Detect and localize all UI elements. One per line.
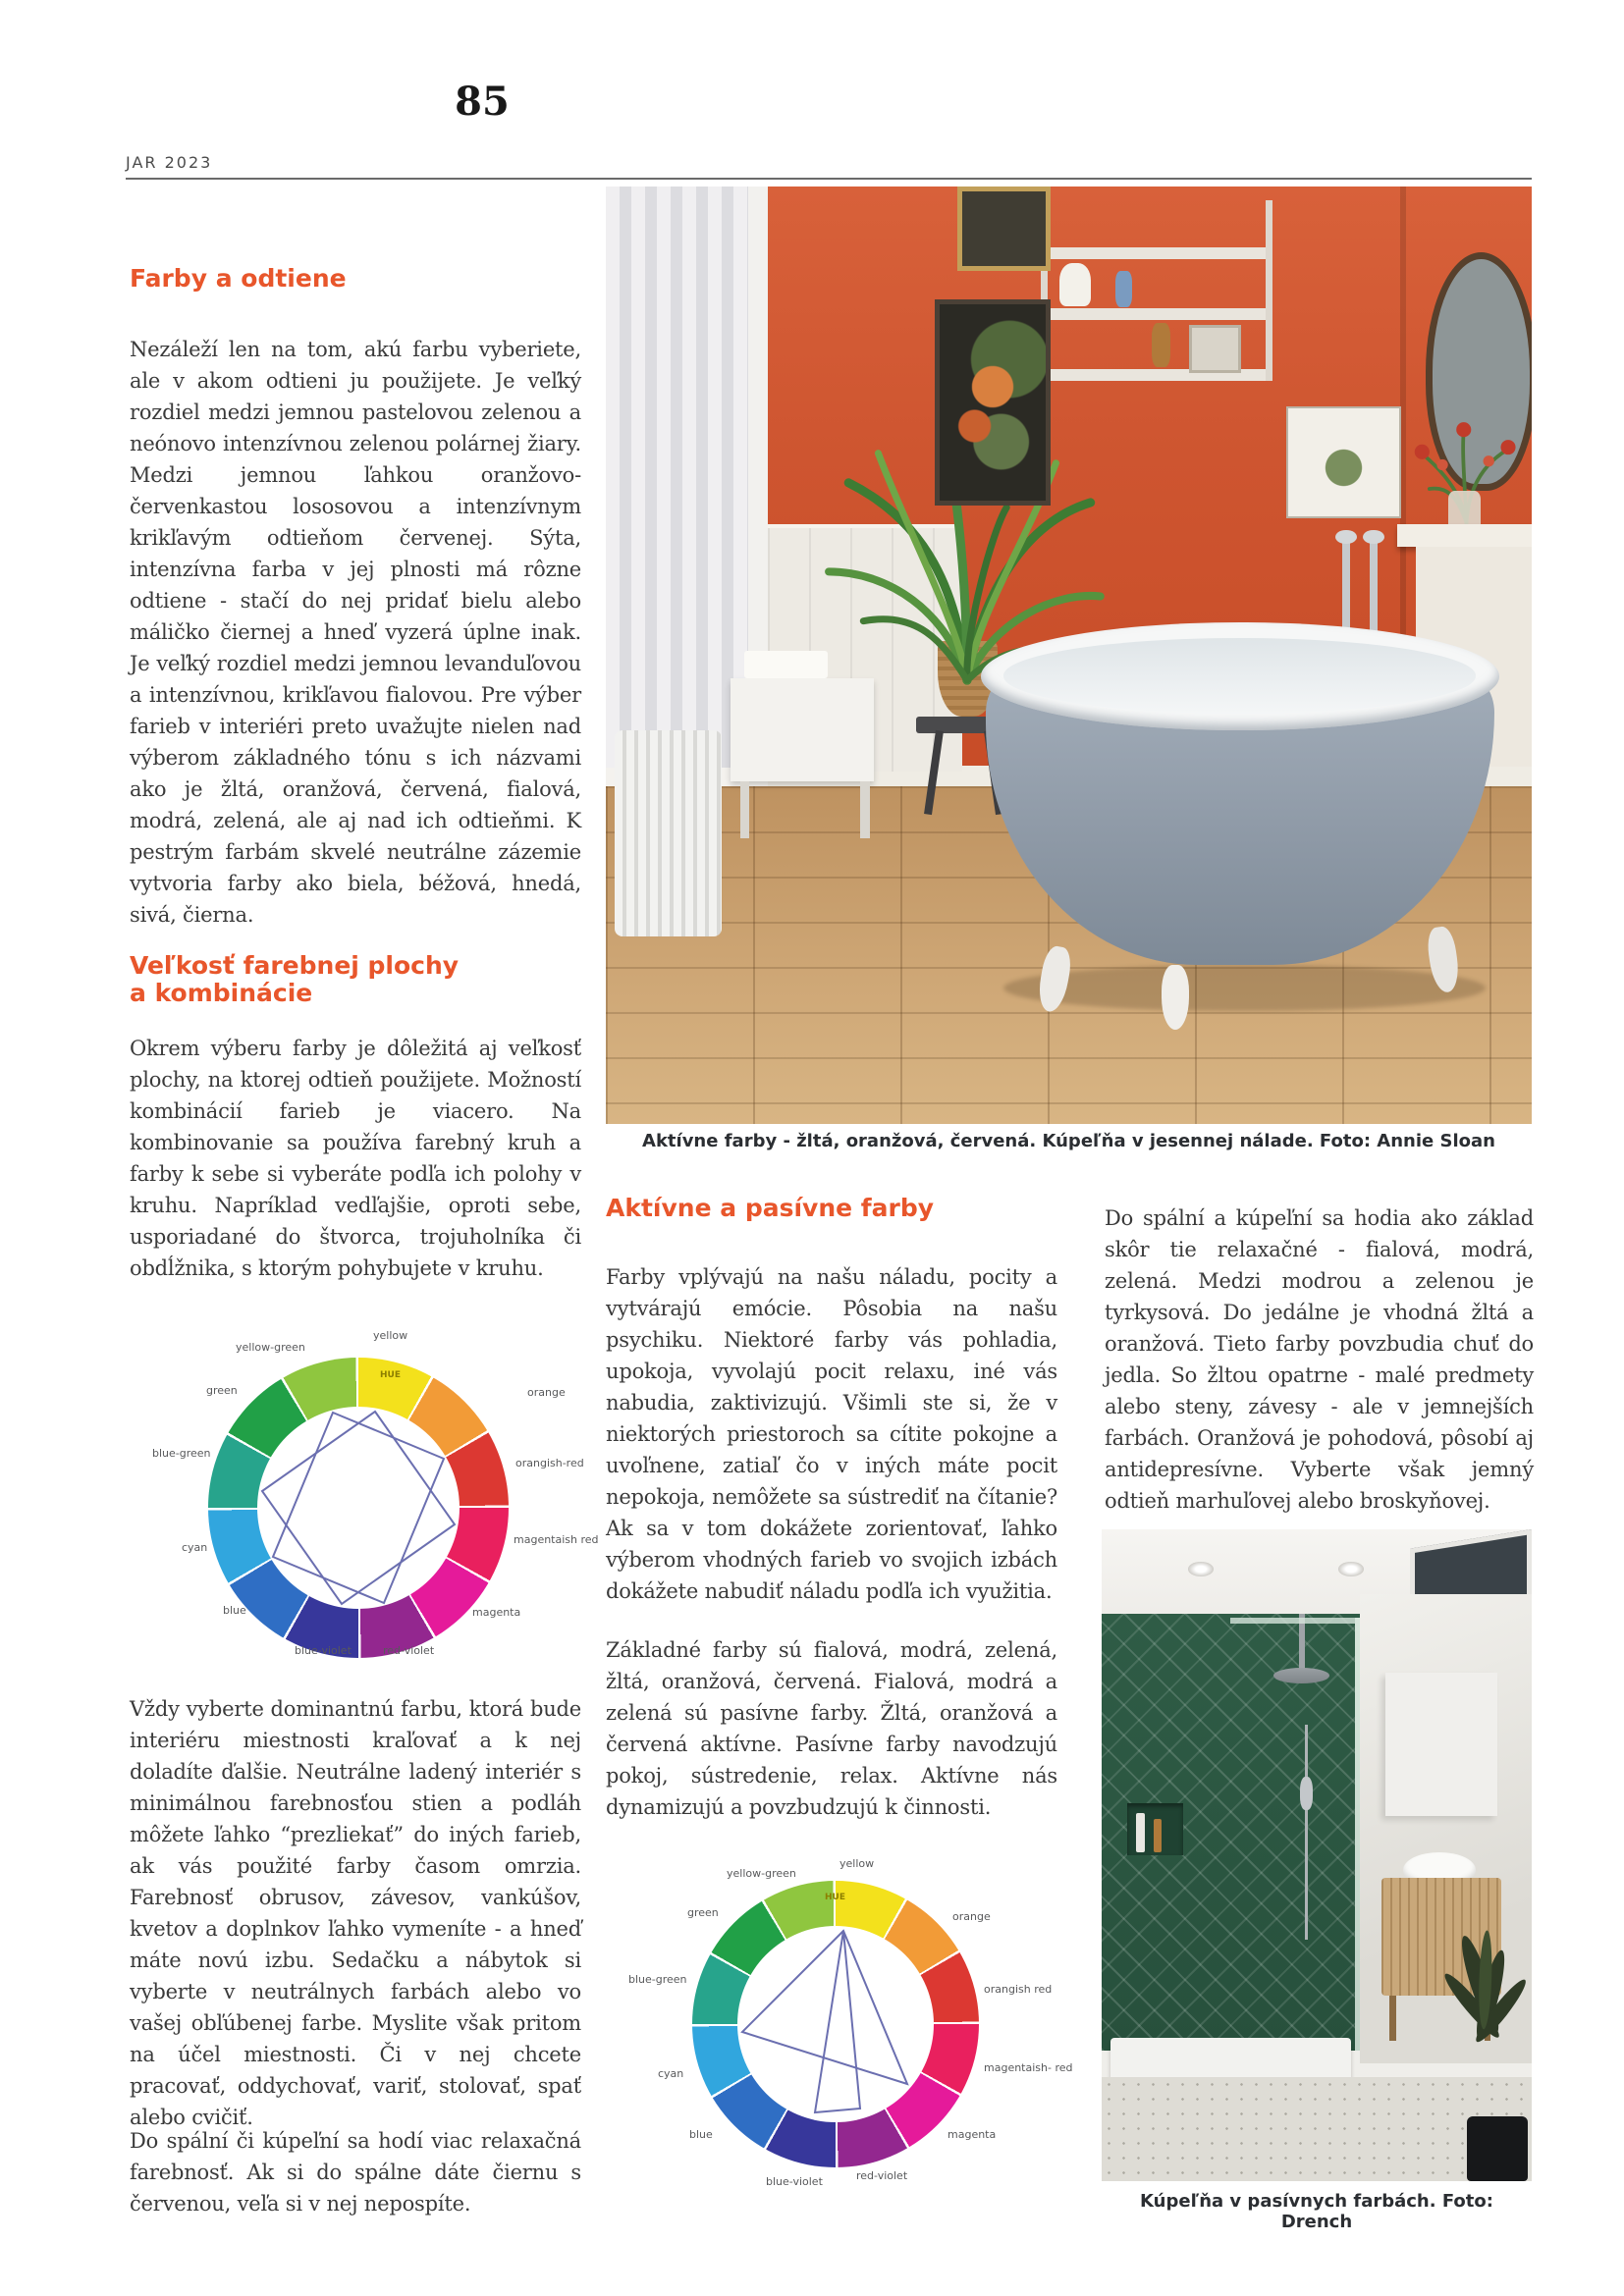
header-rule	[126, 178, 1532, 180]
hue-label: HUE	[380, 1370, 401, 1380]
color-wheel-2	[628, 1845, 1100, 2248]
section-heading-velkost-line2: a kombinácie	[130, 979, 313, 1007]
botanical-print	[1286, 406, 1401, 518]
column-middle	[606, 1194, 1073, 2265]
issue-label: JAR 2023	[126, 153, 213, 172]
orangish-red-label: orangish-red	[515, 1457, 584, 1469]
spotlight-left	[1188, 1562, 1214, 1576]
page-number: 85	[455, 79, 510, 125]
plant-pot	[1467, 2116, 1527, 2181]
yellow-label: yellow	[373, 1329, 408, 1342]
paragraph-dominantna-farba: Vždy vyberte dominantnú farbu, ktorá bude interiéru miestnosti kraľovať a k nej doladíte ďalšie. Neutrálne ladený interiér s minimálnou farebnosťou stien a podláh môžete ľahko “prezliekať” do iných farieb, ak vás použité farby časom omrzia. Farebnosť obrusov, závesov, vankúšov, kvetov a doplnkov ľahko vymeníte - a hneď máte novú izbu. Sedačku a nábytok si vyberte v neutrálnych farbách alebo vo vašej obľúbenej farbe. Myslite však pritom na účel miestnosti. Či v nej chcete pracovať, oddychovať, variť, stolovať, spať alebo cvičiť.	[130, 1697, 581, 2129]
amber-bottle	[1152, 323, 1170, 367]
wall-shelf-top	[1041, 247, 1272, 258]
hand-shower	[1300, 1777, 1313, 1809]
orange-label: orange	[527, 1386, 566, 1399]
section-heading-farby-a-odtiene: Farby a odtiene	[130, 264, 347, 293]
blue-label: blue	[689, 2128, 713, 2141]
bench	[731, 678, 874, 781]
red-violet-label: red-violet	[383, 1644, 435, 1657]
orange-label: orange	[952, 1910, 991, 1923]
photo-shower	[1102, 1529, 1532, 2181]
orangish-red-label: orangish red	[984, 1983, 1053, 1996]
magentaish-red-label: magentaish red	[514, 1533, 599, 1546]
mantel-shelf	[1397, 524, 1532, 547]
shower-rail	[1305, 1725, 1309, 1940]
tub-shadow	[1003, 965, 1485, 1012]
column-left	[130, 264, 599, 2238]
paragraph-kombinacie: Okrem výberu farby je dôležitá aj veľkosť plochy, na ktorej odtieň použijete. Možností kombinácií farieb je viacero. Na kombinovanie sa používa farebný kruh a farby k sebe si vyberáte podľa ich polohy v kruhu. Napríklad vedľajšie, oproti sebe, usporiadané do štvorca, trojuholníka či obdĺžnika, s ktorým pohybujete v kruhu.	[130, 1037, 581, 1280]
paragraph-spalne: Do spální či kúpeľní sa hodí viac relaxačná farebnosť. Ak si do spálne dáte čiernu s červenou, veľa si v nej nepospíte.	[130, 2129, 581, 2216]
paragraph-odtiene: Nezáleží len na tom, akú farbu vyberiete, ale v akom odtieni ju použijete. Je veľký rozdiel medzi jemnou pastelovou zelenou a neónovo intenzívnou zelenou polárnej žiary. Medzi jemnou ľahkou oranžovo-červenkastou lososovou a intenzívnym krikľavým odtieňom červenej. Sýta, intenzívna farba v jej plnosti má rôzne odtiene - stačí do nej pridať bielu alebo máličko čiernej a hneď vyzerá úplne inak. Je veľký rozdiel medzi jemnou levanduľovou a intenzívnou, krikľavou fialovou. Pre výber farieb v interiéri preto uvažujte nielen nad výberom základného tónu s ich názvami ako je žltá, oranžová, červená, fialová, modrá, zelená, ale aj nad ich odtieňmi. K pestrým farbám skvelé neutrálne zázemie vytvoria farby ako biela, béžová, hnedá, sivá, čierna.	[130, 338, 581, 927]
blue-green-label: blue-green	[152, 1447, 211, 1460]
blue-bottle	[1115, 271, 1132, 307]
potted-plant	[1429, 1882, 1532, 2129]
section-heading-velkost	[130, 952, 459, 1007]
color-wheel-1	[152, 1315, 614, 1696]
cyan-label: cyan	[658, 2067, 684, 2080]
radiator	[615, 730, 721, 936]
yellow-label: yellow	[839, 1857, 875, 1870]
flower-painting	[935, 299, 1051, 507]
mirror-cabinet	[1385, 1673, 1497, 1816]
bench-leg-left	[740, 781, 749, 837]
red-violet-label: red-violet	[856, 2169, 908, 2182]
paragraph-vplyv-farieb: Farby vplývajú na našu náladu, pocity a vytvárajú emócie. Pôsobia na našu psychiku. Niektoré farby vás pohladia, upokoja, vyvolajú pocit relaxu, iné vás nabudia, zaktivizujú. Všimli ste si, že v niektorých priestoroch sa cítite pokojne a uvoľnene, zatiaľ čo v iných máte pocit nepokoja, nemôžete sa sústrediť na čítanie? Ak sa v tom dokážete zorientovať, ľahko výberom vhodných farieb vo svojich izbách dokážete nabudiť náladu podľa ich využitia.	[606, 1265, 1057, 1603]
blue-violet-label: blue-violet	[295, 1644, 352, 1657]
section-heading-velkost-line1: Veľkosť farebnej plochy	[130, 951, 460, 980]
yellow-green-label: yellow-green	[727, 1867, 796, 1880]
wall-shelf-right-post	[1266, 200, 1272, 380]
bench-leg-right	[860, 781, 869, 837]
glass-panel-edge	[1355, 1618, 1360, 2052]
claw-foot-middle	[1162, 965, 1189, 1031]
cyan-label: cyan	[182, 1541, 208, 1554]
spotlight-right	[1338, 1562, 1364, 1576]
magenta-label: magenta	[472, 1606, 521, 1619]
caption-shower: Kúpeľňa v pasívnych farbách. Foto: Drench	[1140, 2191, 1493, 2232]
blue-green-label: blue-green	[628, 1973, 687, 1986]
green-label: green	[206, 1384, 238, 1397]
faucet-handle-left	[1335, 530, 1357, 544]
paragraph-zakladne-farby: Základné farby sú fialová, modrá, zelená, žltá, oranžová, červená. Fialová, modrá a zelená sú pasívne farby. Žltá, oranžová a červená aktívne. Pasívne farby navodzujú pokoj, sústredenie, relax. Aktívne nás dynamizujú a povzbudzujú k činnosti.	[606, 1638, 1057, 1819]
column-right	[1105, 1202, 1534, 1513]
vanity-leg-left	[1389, 1996, 1396, 2041]
faucet-handle-right	[1363, 530, 1384, 544]
yellow-green-label: yellow-green	[236, 1341, 305, 1354]
green-label: green	[687, 1906, 719, 1919]
paragraph-spalne-kupelne: Do spální a kúpeľní sa hodia ako základ skôr tie relaxačné - fialová, modrá, zelená. Medzi modrou a zelenou je tyrkysová. Do jedálne je vhodná žltá a oranžová. Tieto farby povzbudia chuť do jedla. So žltou opatrne - malé predmety alebo steny, závesy - ale v jemnejších farbách. Oranžová je pohodová, pôsobí aj antidepresívne. Vyberte však jemný odtieň marhuľovej alebo broskyňovej.	[1105, 1206, 1534, 1513]
bathtub-interior	[1003, 638, 1476, 713]
magenta-label: magenta	[947, 2128, 997, 2141]
glass-panel-top	[1230, 1618, 1355, 1625]
white-jug	[1059, 263, 1091, 306]
caption-bathtub: Aktívne farby - žltá, oranžová, červená. Kúpeľňa v jesennej nálade. Foto: Annie Sloan	[642, 1131, 1495, 1151]
wall-shelf-middle	[1041, 308, 1272, 319]
niche-bottle-amber	[1154, 1819, 1163, 1851]
magentaish-red-label: magentaish- red	[984, 2061, 1073, 2074]
niche-bottle-white	[1136, 1813, 1145, 1852]
blue-violet-label: blue-violet	[766, 2175, 823, 2188]
section-heading-aktivne-pasivne: Aktívne a pasívne farby	[606, 1194, 935, 1222]
gold-frame-art	[957, 187, 1051, 271]
small-frame	[1189, 325, 1241, 373]
blue-label: blue	[223, 1604, 246, 1617]
hue-label: HUE	[825, 1893, 845, 1902]
photo-bathtub	[606, 187, 1532, 1124]
